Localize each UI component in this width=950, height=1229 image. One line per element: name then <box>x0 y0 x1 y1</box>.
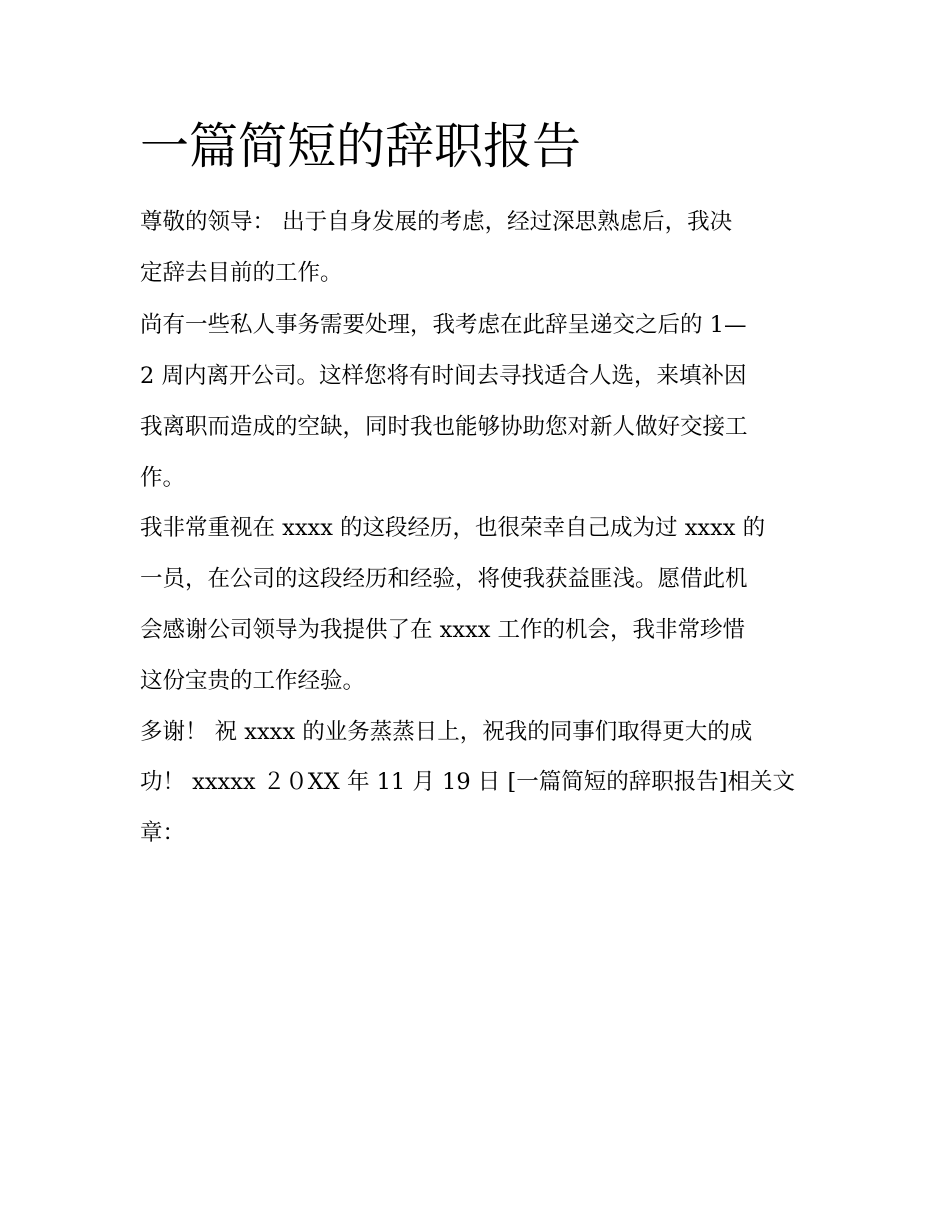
paragraph-line: 这份宝贵的工作经验。 <box>140 668 366 694</box>
paragraph-line: 尊敬的领导： 出于自身发展的考虑，经过深思熟虑后，我决 <box>140 209 733 235</box>
paragraph-line: 多谢！ 祝 xxxx 的业务蒸蒸日上，祝我的同事们取得更大的成 <box>140 719 753 745</box>
paragraph-line: 作。 <box>140 465 186 491</box>
paragraph-line: 我非常重视在 xxxx 的这段经历，也很荣幸自己成为过 xxxx 的 <box>140 515 766 541</box>
paragraph-line: 我离职而造成的空缺，同时我也能够协助您对新人做好交接工 <box>140 414 748 440</box>
paragraph-line: 定辞去目前的工作。 <box>140 260 343 286</box>
paragraph-line: 尚有一些私人事务需要处理，我考虑在此辞呈递交之后的 1— <box>140 312 747 338</box>
paragraph-line: 一员，在公司的这段经历和经验，将使我获益匪浅。愿借此机 <box>140 566 748 592</box>
paragraph-line: 会感谢公司领导为我提供了在 xxxx 工作的机会，我非常珍惜 <box>140 617 746 643</box>
paragraph-line: 2 周内离开公司。这样您将有时间去寻找适合人选，来填补因 <box>140 363 747 389</box>
paragraph-line: 章： <box>140 820 186 846</box>
paragraph-line: 功！ xxxxx ２０XX 年 11 月 19 日 [一篇简短的辞职报告]相关文 <box>140 769 796 795</box>
document-title: 一篇简短的辞职报告 <box>140 118 582 175</box>
